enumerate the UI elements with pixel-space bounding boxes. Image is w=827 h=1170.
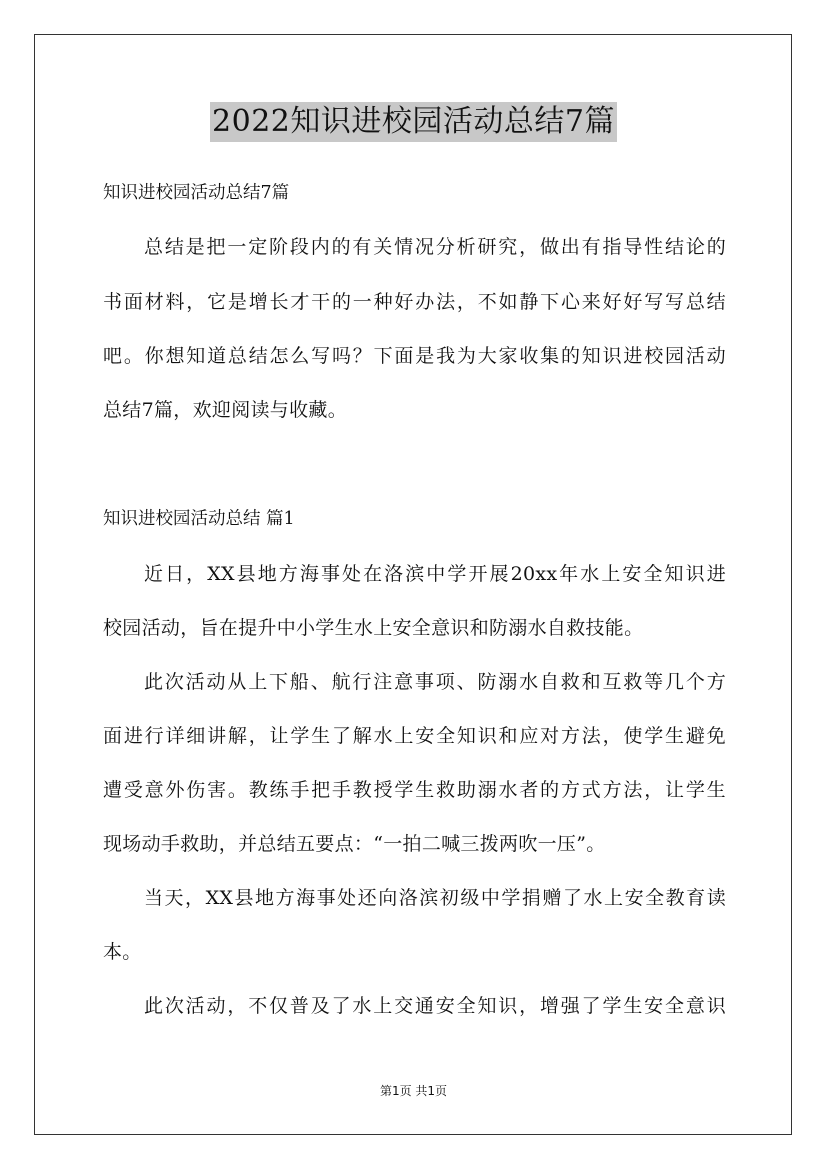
document-subtitle: 知识进校园活动总结7篇 bbox=[103, 183, 290, 203]
title-container bbox=[0, 102, 827, 142]
body-line: 本。 bbox=[103, 941, 142, 963]
body-line: 面进行详细讲解，让学生了解水上安全知识和应对方法，使学生避免 bbox=[103, 725, 726, 747]
body-line: 遭受意外伤害。教练手把手教授学生救助溺水者的方式方法，让学生 bbox=[103, 779, 726, 801]
body-line: 此次活动，不仅普及了水上交通安全知识，增强了学生安全意识 bbox=[144, 995, 726, 1017]
intro-line: 吧。你想知道总结怎么写吗？下面是我为大家收集的知识进校园活动 bbox=[103, 345, 726, 367]
intro-line: 总结7篇，欢迎阅读与收藏。 bbox=[103, 399, 347, 421]
body-line: 校园活动，旨在提升中小学生水上安全意识和防溺水自救技能。 bbox=[103, 617, 644, 639]
document-title: 2022知识进校园活动总结7篇 bbox=[210, 102, 617, 142]
intro-line: 总结是把一定阶段内的有关情况分析研究，做出有指导性结论的 bbox=[144, 236, 726, 258]
section-heading: 知识进校园活动总结 篇1 bbox=[103, 509, 295, 529]
page-footer: 第1页 共1页 bbox=[379, 1084, 448, 1098]
intro-line: 书面材料，它是增长才干的一种好办法，不如静下心来好好写写总结 bbox=[103, 291, 726, 313]
body-line: 此次活动从上下船、航行注意事项、防溺水自救和互救等几个方 bbox=[144, 671, 726, 693]
body-line: 当天，XX县地方海事处还向洛滨初级中学捐赠了水上安全教育读 bbox=[144, 887, 726, 909]
body-line: 近日，XX县地方海事处在洛滨中学开展20xx年水上安全知识进 bbox=[144, 563, 726, 585]
body-line: 现场动手救助，并总结五要点：“一拍二喊三拨两吹一压”。 bbox=[103, 833, 606, 855]
